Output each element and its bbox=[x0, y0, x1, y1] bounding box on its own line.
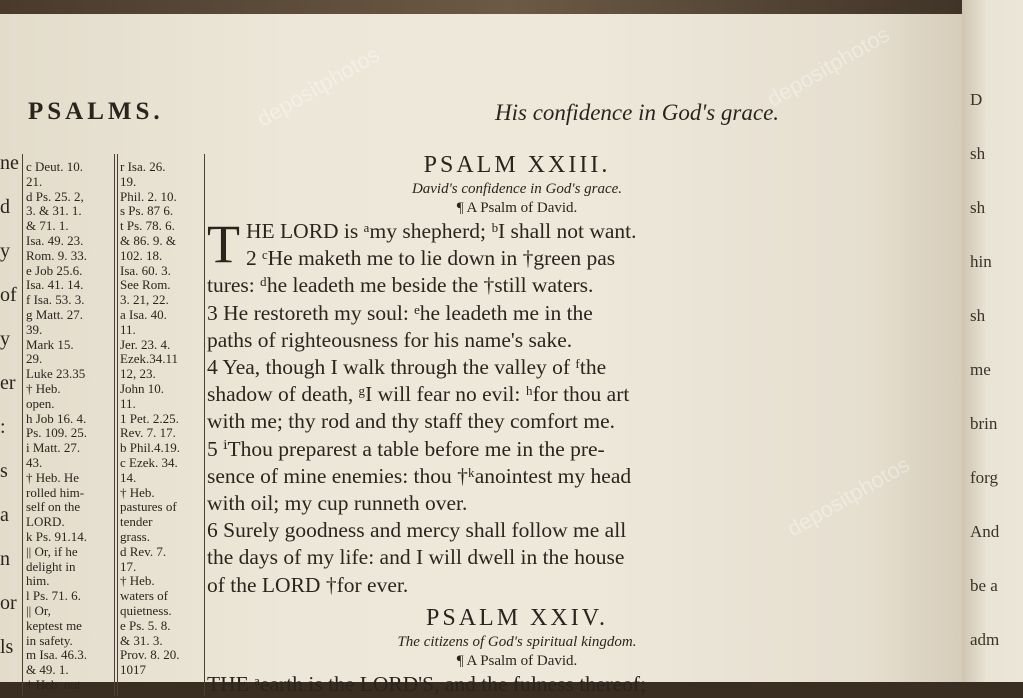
watermark: depositphotos bbox=[252, 41, 384, 132]
margin-reference: e Ps. 5. 8. bbox=[120, 617, 171, 633]
watermark: depositphotos bbox=[762, 21, 894, 112]
margin-reference: 39. bbox=[26, 321, 43, 337]
margin-reference: m Isa. 46.3. bbox=[26, 647, 88, 663]
margin-reference: 21. bbox=[26, 173, 43, 189]
margin-reference: & 31. 3. bbox=[120, 632, 163, 648]
margin-reference: † Heb. He bbox=[26, 469, 80, 485]
margin-reference: i Matt. 27. bbox=[26, 440, 81, 456]
psalm-24-note: ¶ A Psalm of David. bbox=[456, 652, 578, 669]
previous-column-fragment: er bbox=[0, 372, 16, 394]
margin-reference: 43. bbox=[26, 454, 43, 470]
margin-reference: 14. bbox=[120, 469, 137, 485]
margin-reference: rolled him- bbox=[26, 484, 85, 500]
margin-reference: l Ps. 71. 6. bbox=[26, 588, 81, 604]
margin-reference: & 49. 1. bbox=[26, 662, 69, 678]
verse-line: shadow of death, ᵍI will fear no evil: ʰfor thou art bbox=[207, 382, 630, 407]
margin-reference: 3. & 31. 1. bbox=[26, 203, 82, 219]
previous-column-fragment: y bbox=[0, 240, 10, 262]
margin-reference: John 10. bbox=[120, 380, 165, 396]
margin-reference: h Job 16. 4. bbox=[26, 410, 87, 426]
margin-reference: 11. bbox=[120, 321, 136, 337]
psalm-24-title: PSALM XXIV. bbox=[426, 604, 608, 631]
next-page-fragment: sh bbox=[970, 306, 986, 325]
next-page-fragment: D bbox=[970, 90, 983, 109]
margin-reference: & 86. 9. & bbox=[120, 232, 176, 248]
previous-column-fragment: s bbox=[0, 460, 8, 482]
next-page-fragment: forg bbox=[970, 468, 999, 487]
column-rule bbox=[22, 154, 23, 696]
running-head-left: PSALMS. bbox=[28, 98, 164, 125]
margin-reference: t Ps. 78. 6. bbox=[120, 218, 175, 234]
margin-reference: Isa. 60. 3. bbox=[120, 262, 171, 278]
previous-column-fragment: y bbox=[0, 328, 10, 350]
previous-column-fragment: of bbox=[0, 284, 17, 306]
next-page-fragment: sh bbox=[970, 144, 986, 163]
previous-column-fragment: a bbox=[0, 504, 9, 526]
verse-line: sence of mine enemies: thou †ᵏanointest my head bbox=[207, 463, 632, 488]
verse-line: of the LORD †for ever. bbox=[207, 572, 409, 597]
margin-reference: a Isa. 40. bbox=[120, 306, 167, 322]
margin-reference: Isa. 49. 23. bbox=[26, 232, 84, 248]
margin-reference: Phil. 2. 10. bbox=[120, 188, 177, 204]
margin-reference: 1017 bbox=[120, 662, 146, 678]
verse-line: tures: ᵈhe leadeth me beside the †still waters. bbox=[207, 273, 594, 298]
psalm-23-subtitle: David's confidence in God's grace. bbox=[411, 181, 623, 197]
margin-reference: 29. bbox=[26, 351, 43, 367]
margin-references-right bbox=[120, 160, 180, 678]
margin-reference: & 71. 1. bbox=[26, 218, 69, 234]
margin-reference: in safety. bbox=[26, 632, 73, 648]
margin-reference: 102. 18. bbox=[120, 247, 163, 263]
margin-reference: Ezek.34.11 bbox=[120, 351, 178, 367]
margin-reference: k Ps. 91.14. bbox=[26, 528, 88, 544]
margin-reference: tender bbox=[120, 514, 153, 530]
margin-reference: Mark 15. bbox=[26, 336, 74, 352]
main-text-column bbox=[207, 150, 827, 698]
next-page-fragment: sh bbox=[970, 198, 986, 217]
verse-line: 3 He restoreth my soul: ᵉhe leadeth me in the bbox=[207, 300, 593, 325]
margin-reference: self on the bbox=[26, 499, 81, 515]
margin-reference: r Isa. 26. bbox=[120, 159, 166, 174]
watermark: depositphotos bbox=[782, 451, 914, 542]
previous-column-fragment: n bbox=[0, 548, 10, 570]
next-page-fragment: me bbox=[970, 360, 991, 379]
column-rule bbox=[204, 154, 205, 696]
margin-reference: 1 Pet. 2.25. bbox=[120, 410, 179, 426]
next-page-fragment: And bbox=[970, 522, 1000, 541]
left-page bbox=[0, 14, 962, 696]
verse-line: 4 Yea, though I walk through the valley of ᶠthe bbox=[207, 355, 607, 380]
margin-reference: Prov. 8. 20. bbox=[120, 647, 180, 663]
margin-reference: b Phil.4.19. bbox=[120, 440, 180, 456]
margin-reference: Luke 23.35 bbox=[26, 366, 86, 382]
margin-reference: 17. bbox=[120, 558, 137, 574]
margin-reference: LORD. bbox=[26, 514, 65, 530]
margin-reference: Isa. 41. 14. bbox=[26, 277, 84, 293]
margin-reference: 3. 21, 22. bbox=[120, 292, 169, 308]
previous-column-fragment: or bbox=[0, 592, 17, 614]
margin-reference: d Ps. 25. 2, bbox=[26, 188, 84, 204]
margin-reference: pastures of bbox=[120, 499, 177, 515]
verse-line: 5 ⁱThou preparest a table before me in the pre- bbox=[207, 436, 605, 461]
margin-reference: g Matt. 27. bbox=[26, 306, 84, 322]
verse-line: 2 ᶜHe maketh me to lie down in †green pas bbox=[246, 246, 616, 271]
margin-reference: c Ezek. 34. bbox=[120, 454, 178, 470]
margin-reference: him. bbox=[26, 573, 50, 589]
verse-line: with oil; my cup runneth over. bbox=[207, 491, 468, 516]
psalm-23-title: PSALM XXIII. bbox=[423, 152, 611, 178]
margin-reference: 12, 23. bbox=[120, 366, 156, 382]
margin-reference: || Or, bbox=[26, 602, 51, 618]
margin-reference: grass. bbox=[120, 528, 150, 544]
previous-column-fragment: ne bbox=[0, 152, 19, 174]
previous-column-fragment: : bbox=[0, 416, 6, 438]
margin-reference: See Rom. bbox=[120, 277, 171, 293]
previous-column-fragment: d bbox=[0, 196, 10, 218]
margin-reference: 19. bbox=[120, 173, 137, 189]
drop-cap: T bbox=[207, 214, 240, 274]
verse-line: paths of righteousness for his name's sake. bbox=[207, 327, 573, 352]
margin-reference: d Rev. 7. bbox=[120, 543, 167, 559]
margin-reference: † Heb. out bbox=[26, 676, 81, 692]
column-rule bbox=[114, 154, 115, 696]
next-page-fragment: be a bbox=[970, 576, 998, 595]
next-page-fragment: hin bbox=[970, 252, 992, 271]
verse-line: the days of my life: and I will dwell in the house bbox=[207, 545, 625, 570]
book-top-edge bbox=[0, 0, 1023, 14]
margin-reference: Rom. 9. 33. bbox=[26, 247, 88, 263]
next-page-fragment: adm bbox=[970, 630, 1000, 649]
margin-reference: waters of bbox=[120, 588, 169, 604]
margin-reference: s Ps. 87 6. bbox=[120, 203, 174, 219]
margin-reference: f Isa. 53. 3. bbox=[26, 292, 85, 308]
previous-column-fragment: ls bbox=[0, 636, 14, 658]
verse-line: HE LORD is ᵃmy shepherd; ᵇI shall not want. bbox=[246, 219, 637, 243]
right-page-edge bbox=[962, 0, 1023, 682]
column-rule bbox=[117, 154, 118, 696]
psalm-23-note: ¶ A Psalm of David. bbox=[456, 200, 578, 216]
margin-reference: † Heb. bbox=[120, 573, 155, 589]
margin-reference: † Heb. bbox=[120, 484, 155, 500]
verse-line: with me; thy rod and thy staff they comfort me. bbox=[207, 409, 616, 434]
psalm-23-body bbox=[207, 214, 827, 599]
running-head-right: His confidence in God's grace. bbox=[495, 100, 780, 125]
psalm-24-subtitle: The citizens of God's spiritual kingdom. bbox=[397, 633, 637, 650]
margin-reference: 11. bbox=[120, 395, 136, 411]
margin-reference: e Job 25.6. bbox=[26, 262, 83, 278]
margin-reference: delight in bbox=[26, 558, 76, 574]
margin-reference: || Or, if he bbox=[26, 543, 78, 559]
margin-reference: Jer. 23. 4. bbox=[120, 336, 171, 352]
margin-reference: Ps. 109. 25. bbox=[26, 425, 88, 441]
margin-references-left bbox=[26, 160, 87, 693]
margin-reference: † Heb. bbox=[26, 380, 61, 396]
margin-reference: keptest me bbox=[26, 617, 82, 633]
psalm-24-first-line: THE ᵃearth is the LORD'S, and the fulness thereof; bbox=[207, 671, 647, 696]
next-page-fragment: brin bbox=[970, 414, 998, 433]
margin-reference: quietness. bbox=[120, 602, 172, 618]
margin-reference: open. bbox=[26, 395, 55, 411]
margin-reference: c Deut. 10. bbox=[26, 159, 84, 174]
margin-reference: Rev. 7. 17. bbox=[120, 425, 176, 441]
verse-line: 6 Surely goodness and mercy shall follow me all bbox=[207, 518, 627, 543]
